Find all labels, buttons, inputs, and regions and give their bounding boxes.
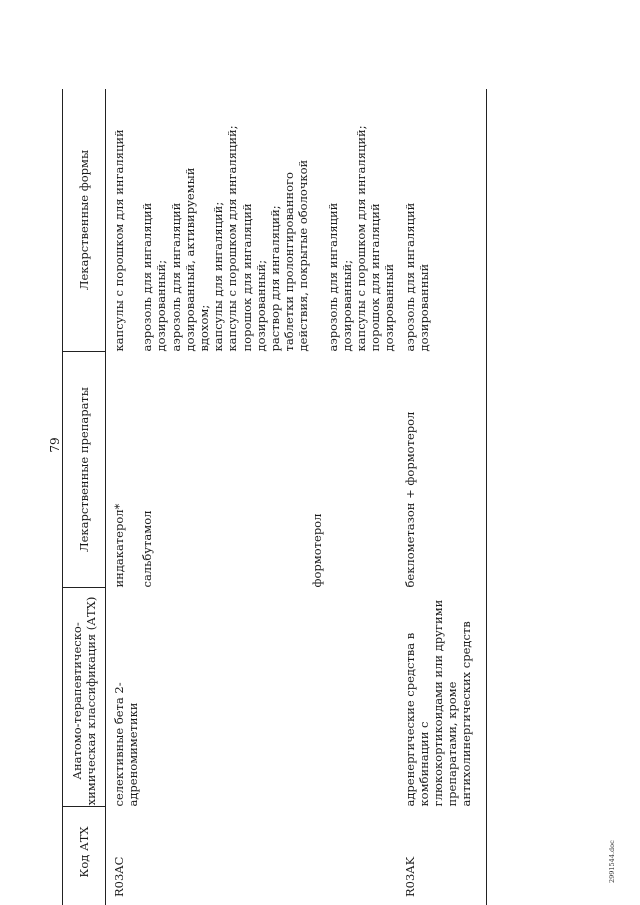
drug-name: беклометазон + формотерол xyxy=(402,411,417,588)
dosage-form: аэрозоль для ингаляций дозированный; аэрозоль для ингаляций дозированный, активируемый вдохом; капсулы для ингаляций; капсулы с порошком для ингаляций; порошок для ингаляций дозированный; раствор для ингаляций; таблетки пролонгированного действия, покрытые оболочкой xyxy=(140,125,311,352)
drug-name: индакатерол* xyxy=(112,503,126,588)
drug-name: сальбутамол xyxy=(140,510,155,588)
header-class: Анатомо-терапевтическо-химическая классификация (АТХ) xyxy=(63,588,106,807)
table-row xyxy=(106,89,397,905)
row-forms xyxy=(106,89,397,352)
header-drugs: Лекарственные препараты xyxy=(63,352,106,588)
header-code: Код АТХ xyxy=(76,826,91,878)
table-row xyxy=(397,89,487,905)
drug-name: формотерол xyxy=(310,513,325,588)
dosage-form: капсулы с порошком для ингаляций xyxy=(112,129,126,352)
page-number: 79 xyxy=(48,437,62,453)
row-drugs xyxy=(397,352,487,588)
row-forms xyxy=(397,89,487,352)
table-header-row xyxy=(63,89,106,905)
atc-table xyxy=(62,89,487,905)
row-class: адренергические средства в комбинации с глюкокортикоидами или другими препаратами, кроме антихолинергических средств xyxy=(402,599,474,807)
row-code: R03AK xyxy=(402,856,417,897)
header-forms: Лекарственные формы xyxy=(63,89,106,352)
row-drugs xyxy=(106,352,397,588)
row-code: R03AC xyxy=(112,856,126,897)
dosage-form: аэрозоль для ингаляций дозированный xyxy=(402,202,431,352)
dosage-form: аэрозоль для ингаляций дозированный; капсулы с порошком для ингаляций; порошок для ингаляций дозированный xyxy=(325,125,397,352)
document-reference: 2991544.doc xyxy=(608,840,616,883)
row-class: селективные бета 2-адреномиметики xyxy=(112,682,141,807)
